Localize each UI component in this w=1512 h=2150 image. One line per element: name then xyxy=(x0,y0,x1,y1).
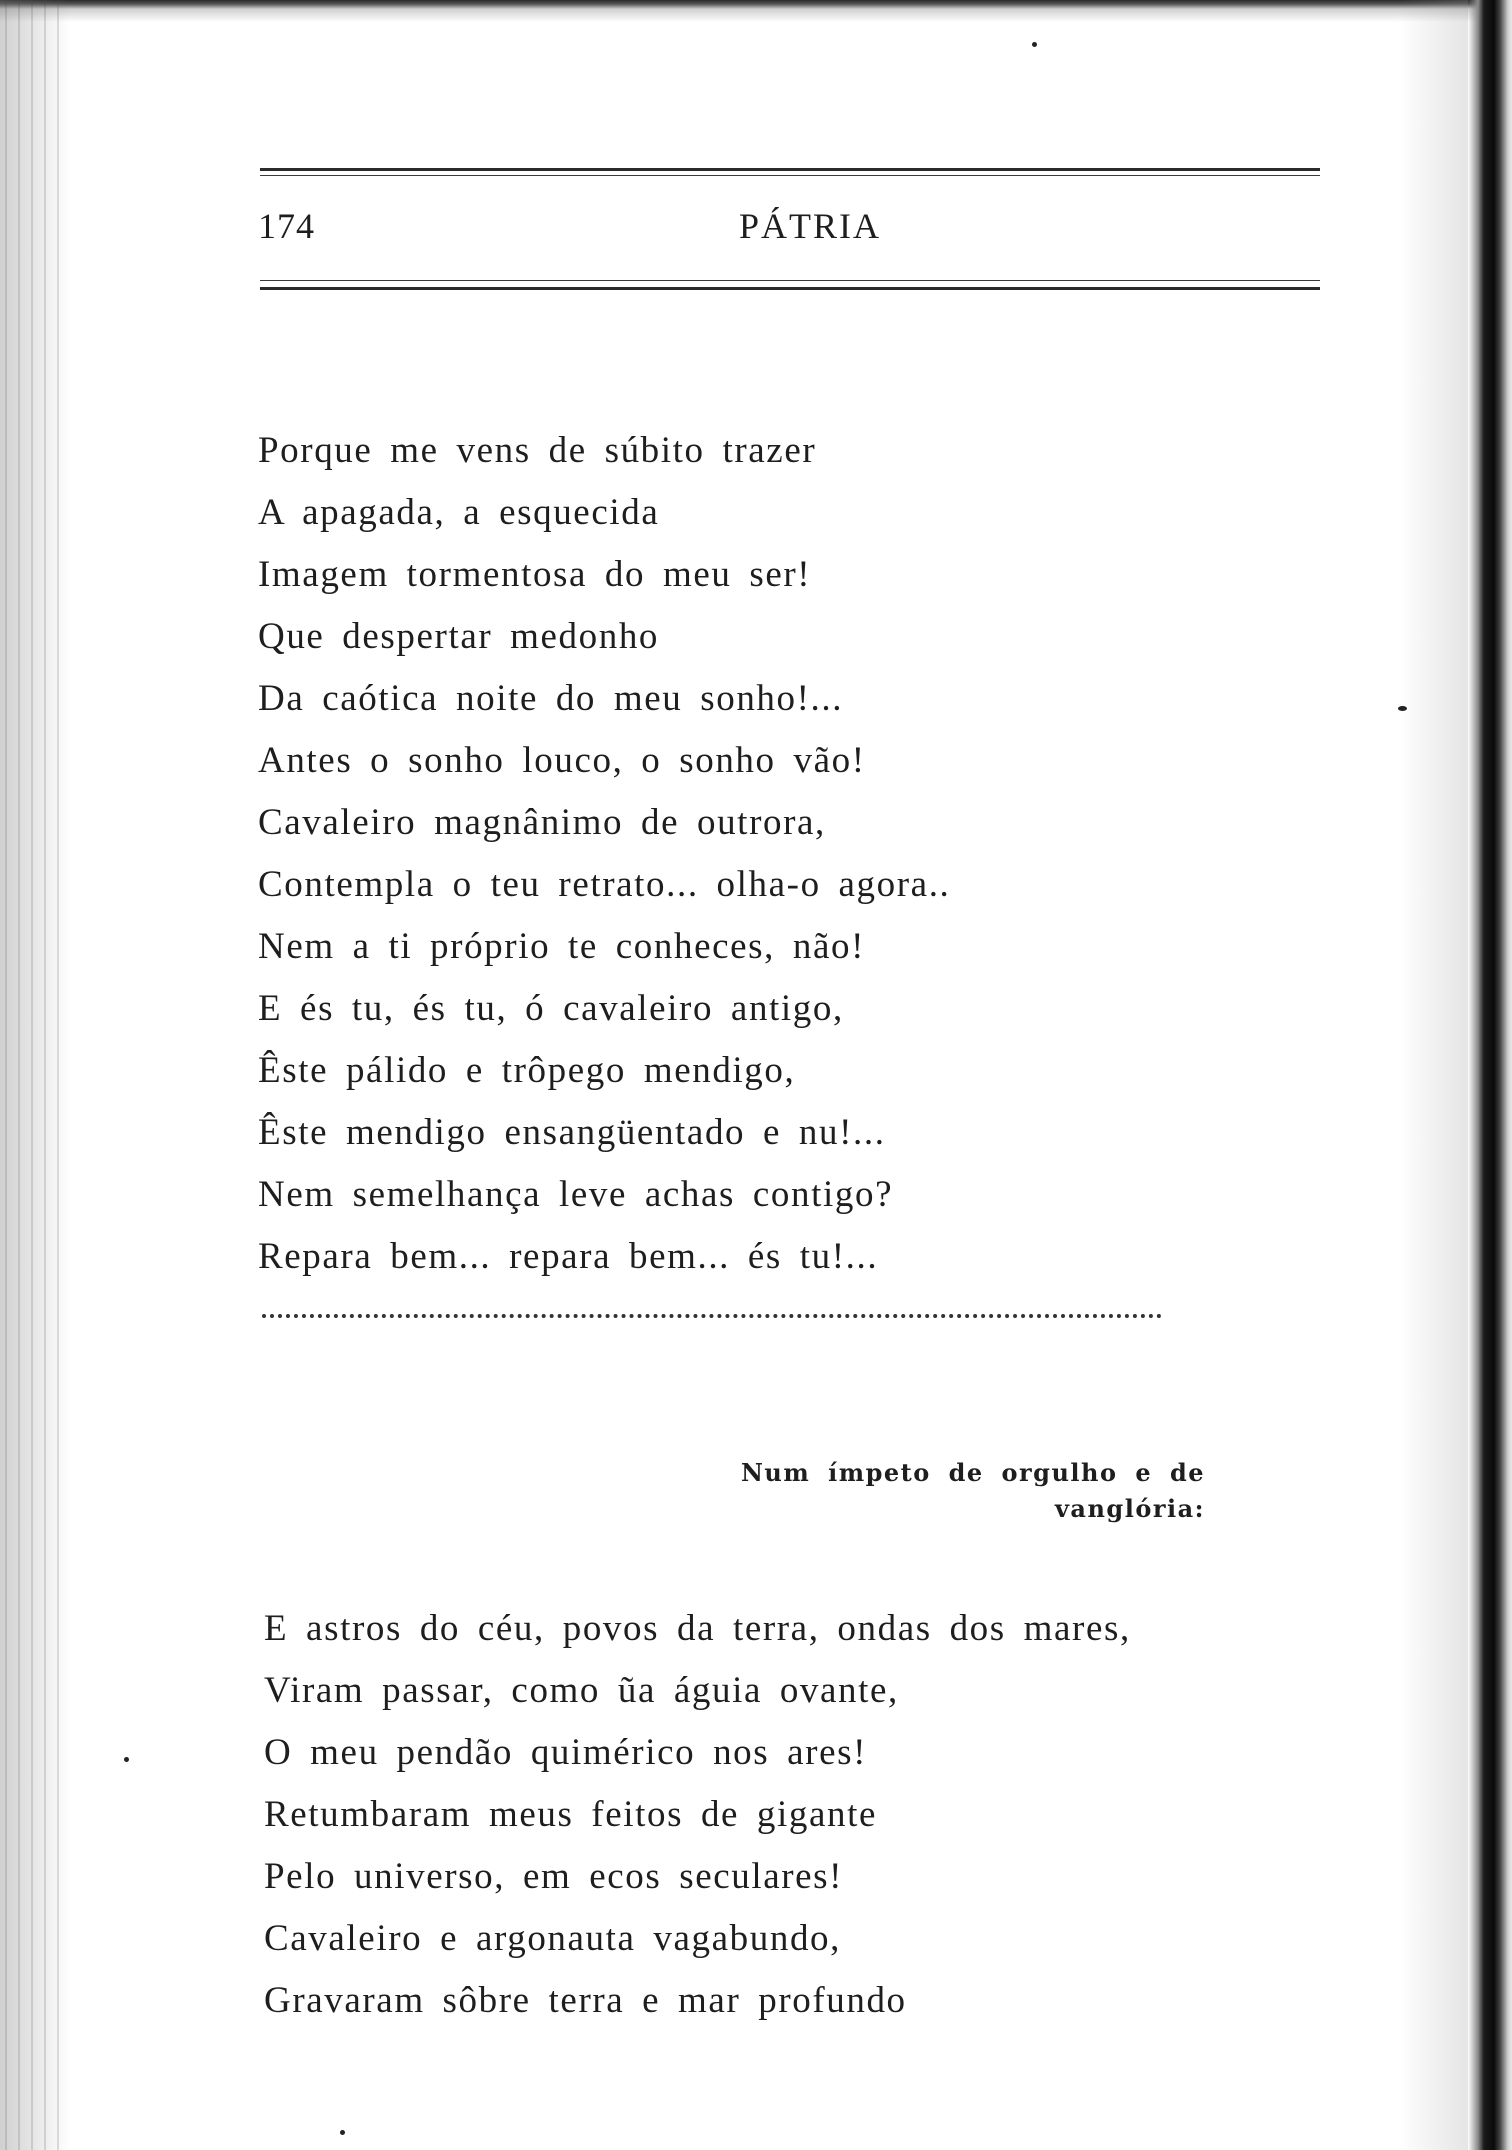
running-title: PÁTRIA xyxy=(738,206,881,246)
dotted-separator xyxy=(262,1314,1162,1318)
poem-line: Da caótica noite do meu sonho!... xyxy=(258,678,844,719)
poem-line: Antes o sonho louco, o sonho vão! xyxy=(258,740,866,781)
header-rule-bottom-thin xyxy=(260,280,1320,281)
poem-line: Porque me vens de súbito trazer xyxy=(258,430,817,471)
poem-line: Que despertar medonho xyxy=(258,616,660,657)
poem-stanza-2 xyxy=(264,1598,1131,2032)
scan-left-edge xyxy=(0,0,70,2150)
ink-speck xyxy=(340,2130,345,2135)
poem-line: Êste pálido e trôpego mendigo, xyxy=(258,1050,796,1091)
ink-speck xyxy=(124,1757,129,1762)
poem-line: Gravaram sôbre terra e mar profundo xyxy=(264,1980,907,2021)
scan-right-edge xyxy=(1468,0,1512,2150)
poem-line: E astros do céu, povos da terra, ondas dos mares, xyxy=(264,1608,1131,1649)
ink-speck xyxy=(1398,706,1407,711)
poem-line: Retumbaram meus feitos de gigante xyxy=(264,1794,878,1835)
page-number: 174 xyxy=(258,206,315,246)
poem-line: Contempla o teu retrato... olha-o agora.. xyxy=(258,864,951,905)
poem-line: Repara bem... repara bem... és tu!... xyxy=(258,1236,879,1277)
poem-line: O meu pendão quimérico nos ares! xyxy=(264,1732,868,1773)
poem-line: Imagem tormentosa do meu ser! xyxy=(258,554,812,595)
poem-line: Pelo universo, em ecos seculares! xyxy=(264,1856,844,1897)
header-rule-bottom xyxy=(260,287,1320,290)
scan-right-shade xyxy=(1398,0,1468,2150)
scan-top-edge xyxy=(0,0,1512,22)
poem-line: E és tu, és tu, ó cavaleiro antigo, xyxy=(258,988,844,1029)
poem-line: A apagada, a esquecida xyxy=(258,492,660,533)
poem-line: Nem a ti próprio te conheces, não! xyxy=(258,926,866,967)
poem-line: Viram passar, como ũa águia ovante, xyxy=(264,1670,899,1711)
poem-stanza-1 xyxy=(258,420,950,1288)
header-rule-top-thin xyxy=(260,175,1320,176)
ink-speck xyxy=(1032,42,1037,47)
header-rule-top xyxy=(260,168,1320,171)
poem-line: Cavaleiro magnânimo de outrora, xyxy=(258,802,826,843)
stage-direction: Num ímpeto de orgulho e de vanglória: xyxy=(740,1458,1205,1523)
poem-line: Êste mendigo ensangüentado e nu!... xyxy=(258,1112,886,1153)
poem-line: Cavaleiro e argonauta vagabundo, xyxy=(264,1918,841,1959)
poem-line: Nem semelhança leve achas contigo? xyxy=(258,1174,894,1215)
